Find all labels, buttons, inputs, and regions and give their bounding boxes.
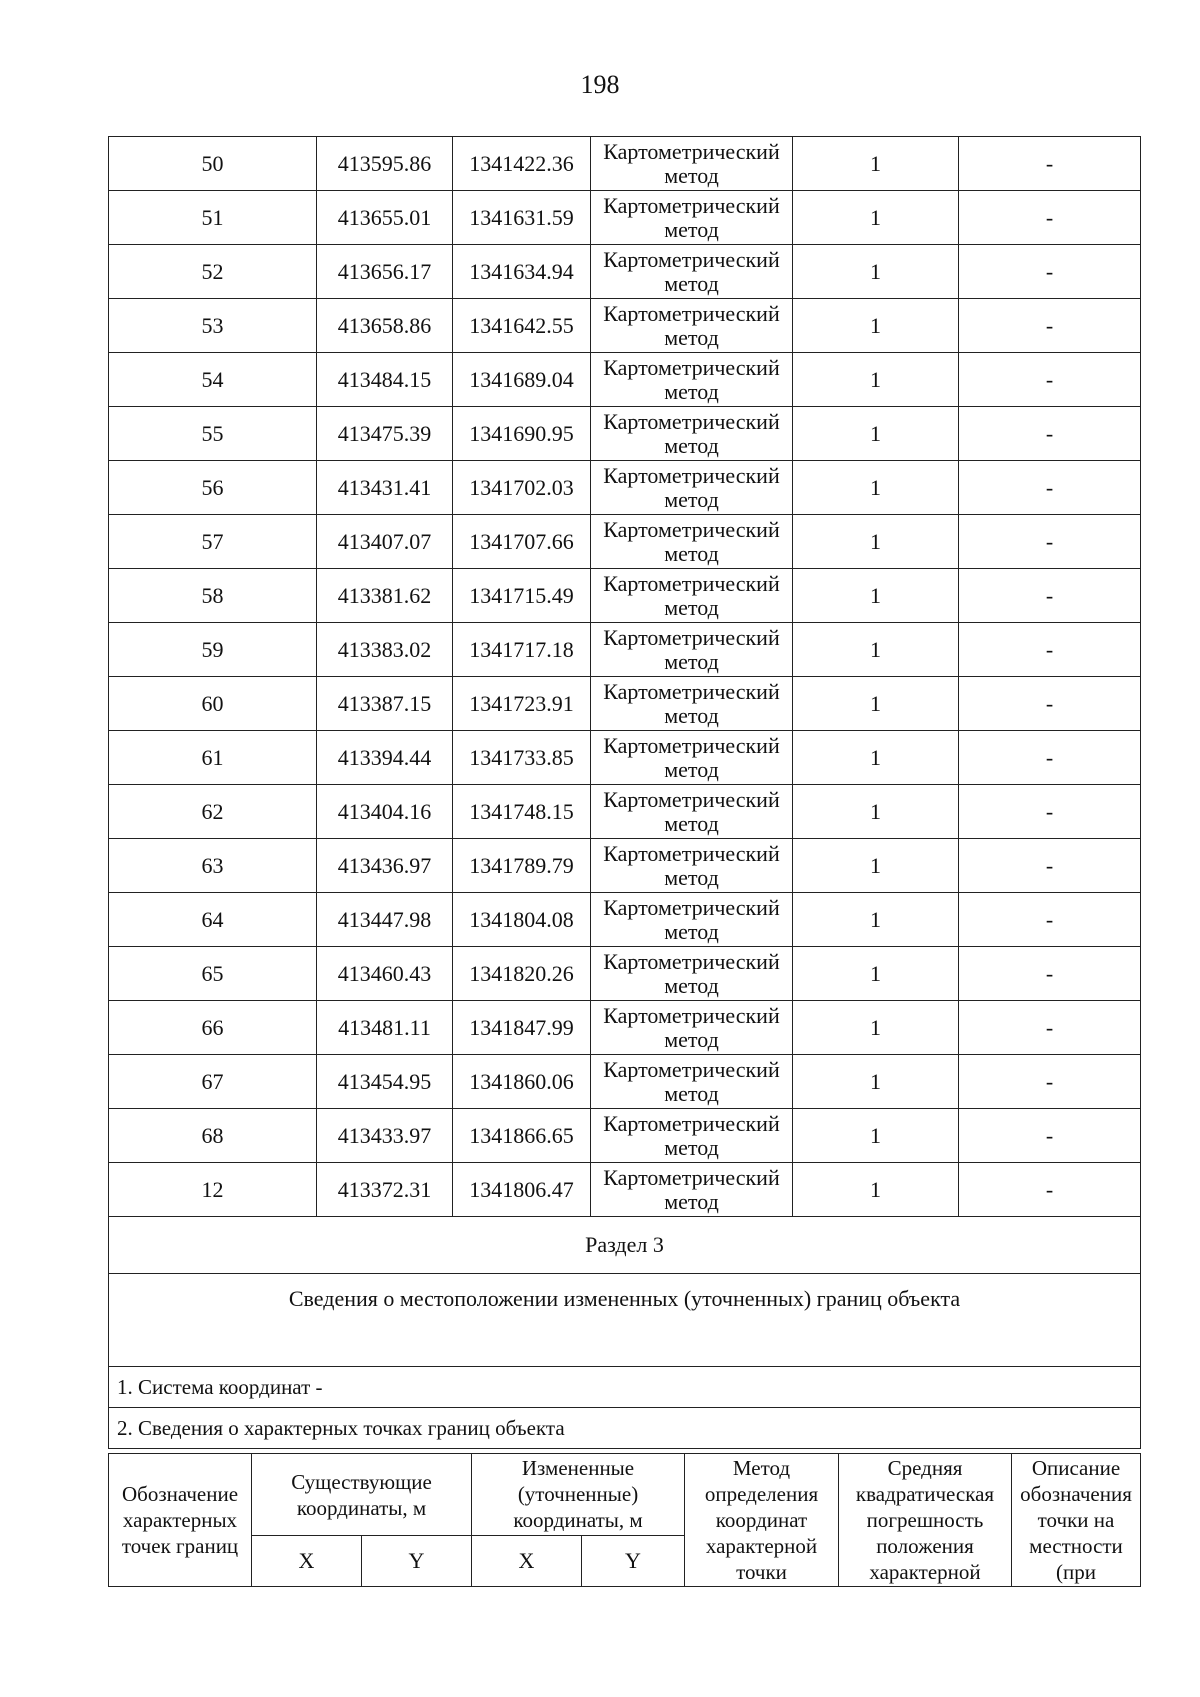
cell-accuracy: 1	[793, 731, 959, 785]
cell-coord-y: 1341820.26	[453, 947, 591, 1001]
cell-coord-x: 413381.62	[317, 569, 453, 623]
cell-coord-x: 413394.44	[317, 731, 453, 785]
cell-description: -	[959, 191, 1141, 245]
table-row	[109, 137, 1141, 191]
cell-coord-y: 1341804.08	[453, 893, 591, 947]
cell-description: -	[959, 785, 1141, 839]
cell-coord-x: 413655.01	[317, 191, 453, 245]
cell-description: -	[959, 1109, 1141, 1163]
cell-method: Картометрический метод	[591, 461, 793, 515]
table-row	[109, 623, 1141, 677]
cell-accuracy: 1	[793, 947, 959, 1001]
table-row	[109, 839, 1141, 893]
cell-point-id: 52	[109, 245, 317, 299]
cell-coord-x: 413656.17	[317, 245, 453, 299]
cell-point-id: 55	[109, 407, 317, 461]
cell-method: Картометрический метод	[591, 407, 793, 461]
header-changed-y: Y	[582, 1536, 685, 1587]
table-row	[109, 299, 1141, 353]
cell-method: Картометрический метод	[591, 191, 793, 245]
header-existing-coordinates: Существующие координаты, м	[252, 1454, 472, 1536]
cell-method: Картометрический метод	[591, 515, 793, 569]
cell-coord-y: 1341717.18	[453, 623, 591, 677]
cell-coord-x: 413460.43	[317, 947, 453, 1001]
cell-description: -	[959, 1001, 1141, 1055]
cell-method: Картометрический метод	[591, 677, 793, 731]
cell-coord-y: 1341715.49	[453, 569, 591, 623]
cell-coord-x: 413431.41	[317, 461, 453, 515]
points-header-table	[108, 1453, 1141, 1587]
table-row	[109, 1109, 1141, 1163]
cell-coord-x: 413658.86	[317, 299, 453, 353]
cell-coord-y: 1341806.47	[453, 1163, 591, 1217]
cell-coord-y: 1341690.95	[453, 407, 591, 461]
cell-point-id: 66	[109, 1001, 317, 1055]
cell-point-id: 63	[109, 839, 317, 893]
page-number: 198	[580, 70, 620, 99]
section-description: Сведения о местоположении измененных (уточненных) границ объекта	[109, 1274, 1141, 1367]
cell-point-id: 67	[109, 1055, 317, 1109]
cell-point-id: 60	[109, 677, 317, 731]
cell-method: Картометрический метод	[591, 947, 793, 1001]
table-row	[109, 245, 1141, 299]
coordinates-table-body	[109, 137, 1141, 1217]
cell-coord-y: 1341733.85	[453, 731, 591, 785]
table-row	[109, 1163, 1141, 1217]
cell-description: -	[959, 299, 1141, 353]
cell-coord-x: 413387.15	[317, 677, 453, 731]
cell-point-id: 64	[109, 893, 317, 947]
cell-method: Картометрический метод	[591, 137, 793, 191]
table-row	[109, 785, 1141, 839]
cell-method: Картометрический метод	[591, 839, 793, 893]
cell-method: Картометрический метод	[591, 785, 793, 839]
cell-accuracy: 1	[793, 1163, 959, 1217]
cell-method: Картометрический метод	[591, 353, 793, 407]
cell-accuracy: 1	[793, 191, 959, 245]
points-info: 2. Сведения о характерных точках границ объекта	[109, 1408, 1141, 1449]
cell-coord-x: 413372.31	[317, 1163, 453, 1217]
table-row	[109, 353, 1141, 407]
table-row	[109, 731, 1141, 785]
cell-coord-x: 413433.97	[317, 1109, 453, 1163]
cell-description: -	[959, 353, 1141, 407]
cell-description: -	[959, 461, 1141, 515]
cell-coord-y: 1341422.36	[453, 137, 591, 191]
cell-point-id: 61	[109, 731, 317, 785]
cell-description: -	[959, 623, 1141, 677]
cell-coord-x: 413404.16	[317, 785, 453, 839]
cell-method: Картометрический метод	[591, 299, 793, 353]
cell-description: -	[959, 1163, 1141, 1217]
cell-accuracy: 1	[793, 1055, 959, 1109]
cell-accuracy: 1	[793, 677, 959, 731]
table-row	[109, 515, 1141, 569]
cell-method: Картометрический метод	[591, 245, 793, 299]
cell-description: -	[959, 569, 1141, 623]
header-method: Метод определения координат характерной точки	[685, 1454, 839, 1587]
table-row	[109, 947, 1141, 1001]
cell-point-id: 56	[109, 461, 317, 515]
cell-method: Картометрический метод	[591, 1163, 793, 1217]
cell-accuracy: 1	[793, 785, 959, 839]
header-changed-x: X	[472, 1536, 582, 1587]
cell-description: -	[959, 893, 1141, 947]
cell-coord-x: 413447.98	[317, 893, 453, 947]
cell-method: Картометрический метод	[591, 1055, 793, 1109]
cell-point-id: 53	[109, 299, 317, 353]
cell-coord-x: 413481.11	[317, 1001, 453, 1055]
cell-coord-y: 1341707.66	[453, 515, 591, 569]
cell-coord-y: 1341631.59	[453, 191, 591, 245]
cell-coord-x: 413595.86	[317, 137, 453, 191]
cell-coord-x: 413436.97	[317, 839, 453, 893]
cell-method: Картометрический метод	[591, 1109, 793, 1163]
cell-description: -	[959, 677, 1141, 731]
cell-coord-y: 1341866.65	[453, 1109, 591, 1163]
cell-accuracy: 1	[793, 1109, 959, 1163]
cell-point-id: 58	[109, 569, 317, 623]
coordinate-system: 1. Система координат -	[109, 1367, 1141, 1408]
cell-coord-y: 1341789.79	[453, 839, 591, 893]
cell-description: -	[959, 731, 1141, 785]
table-row	[109, 407, 1141, 461]
cell-coord-y: 1341634.94	[453, 245, 591, 299]
cell-accuracy: 1	[793, 1001, 959, 1055]
section-title: Раздел 3	[109, 1217, 1141, 1274]
header-description: Описание обозначения точки на местности (при	[1012, 1454, 1141, 1587]
cell-coord-x: 413407.07	[317, 515, 453, 569]
table-row	[109, 893, 1141, 947]
header-changed-coordinates: Измененные (уточненные) координаты, м	[472, 1454, 685, 1536]
cell-method: Картометрический метод	[591, 893, 793, 947]
cell-point-id: 62	[109, 785, 317, 839]
cell-description: -	[959, 1055, 1141, 1109]
cell-coord-x: 413484.15	[317, 353, 453, 407]
cell-point-id: 68	[109, 1109, 317, 1163]
cell-point-id: 57	[109, 515, 317, 569]
cell-method: Картометрический метод	[591, 731, 793, 785]
cell-description: -	[959, 839, 1141, 893]
cell-accuracy: 1	[793, 893, 959, 947]
cell-accuracy: 1	[793, 461, 959, 515]
cell-coord-y: 1341689.04	[453, 353, 591, 407]
table-row	[109, 569, 1141, 623]
cell-accuracy: 1	[793, 353, 959, 407]
table-row	[109, 461, 1141, 515]
header-existing-y: Y	[362, 1536, 472, 1587]
cell-accuracy: 1	[793, 515, 959, 569]
cell-coord-y: 1341860.06	[453, 1055, 591, 1109]
header-designation: Обозначение характерных точек границ	[109, 1454, 252, 1587]
cell-accuracy: 1	[793, 299, 959, 353]
cell-description: -	[959, 245, 1141, 299]
cell-description: -	[959, 137, 1141, 191]
table-row	[109, 677, 1141, 731]
cell-point-id: 12	[109, 1163, 317, 1217]
cell-accuracy: 1	[793, 407, 959, 461]
cell-method: Картометрический метод	[591, 623, 793, 677]
cell-accuracy: 1	[793, 245, 959, 299]
cell-coord-x: 413475.39	[317, 407, 453, 461]
cell-point-id: 54	[109, 353, 317, 407]
cell-method: Картометрический метод	[591, 1001, 793, 1055]
cell-point-id: 51	[109, 191, 317, 245]
cell-description: -	[959, 407, 1141, 461]
cell-point-id: 59	[109, 623, 317, 677]
cell-coord-y: 1341748.15	[453, 785, 591, 839]
cell-description: -	[959, 947, 1141, 1001]
table-row	[109, 1055, 1141, 1109]
cell-point-id: 50	[109, 137, 317, 191]
cell-coord-y: 1341642.55	[453, 299, 591, 353]
cell-coord-x: 413383.02	[317, 623, 453, 677]
cell-accuracy: 1	[793, 569, 959, 623]
cell-method: Картометрический метод	[591, 569, 793, 623]
cell-accuracy: 1	[793, 623, 959, 677]
cell-coord-y: 1341847.99	[453, 1001, 591, 1055]
table-row	[109, 191, 1141, 245]
cell-description: -	[959, 515, 1141, 569]
cell-coord-y: 1341723.91	[453, 677, 591, 731]
coordinates-table	[108, 136, 1141, 1449]
cell-coord-y: 1341702.03	[453, 461, 591, 515]
cell-accuracy: 1	[793, 137, 959, 191]
cell-point-id: 65	[109, 947, 317, 1001]
header-existing-x: X	[252, 1536, 362, 1587]
table-row	[109, 1001, 1141, 1055]
cell-coord-x: 413454.95	[317, 1055, 453, 1109]
cell-accuracy: 1	[793, 839, 959, 893]
header-accuracy: Средняя квадратическая погрешность положения характерной	[839, 1454, 1012, 1587]
